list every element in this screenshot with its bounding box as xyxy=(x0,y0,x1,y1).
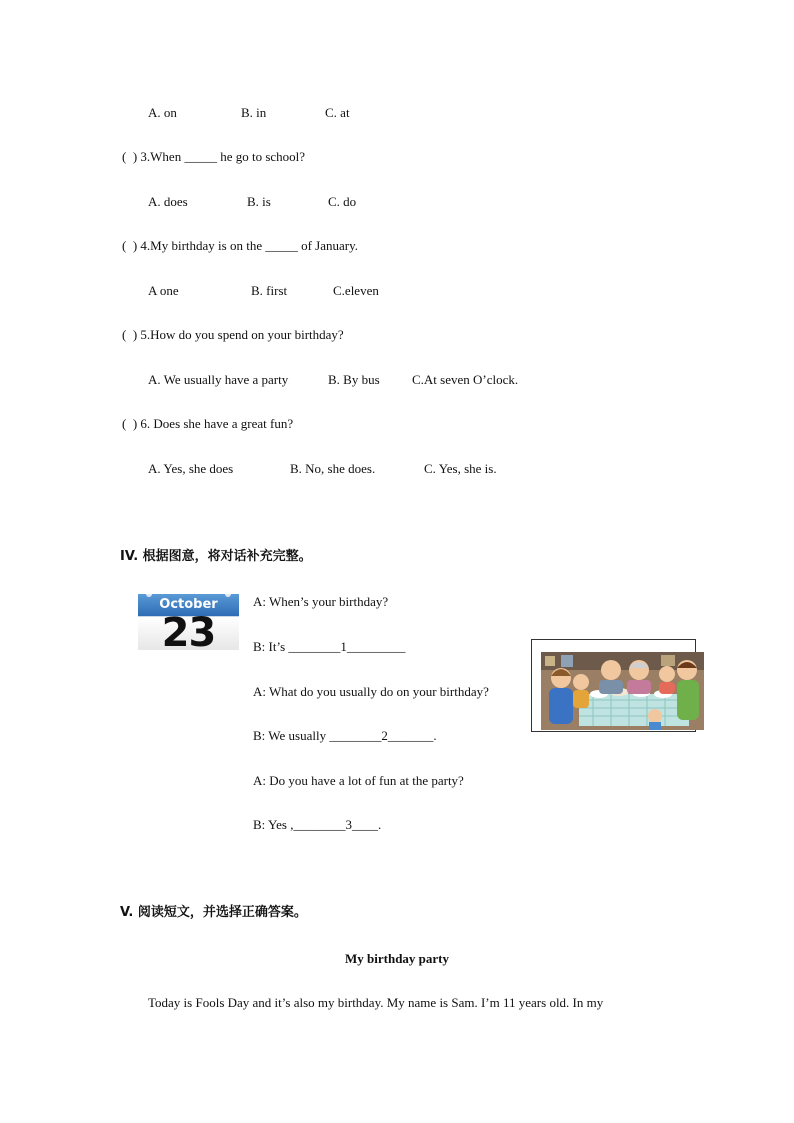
calendar-icon xyxy=(138,594,239,650)
option-a: A. We usually have a party xyxy=(148,372,289,387)
dialogue-line: B: We usually ________2_______. xyxy=(253,728,437,743)
option-b: B. in xyxy=(241,105,267,120)
section-5-heading: V. 阅读短文，并选择正确答案。 xyxy=(120,905,307,920)
family-birthday-party-picture-icon xyxy=(541,652,704,730)
option-c: C. do xyxy=(328,194,357,209)
dialogue-line: B: It’s ________1_________ xyxy=(253,639,406,654)
option-c: C.eleven xyxy=(333,283,379,298)
question-stem: ( ) 6. Does she have a great fun? xyxy=(122,416,294,431)
option-a: A. Yes, she does xyxy=(148,461,234,476)
dialogue-line: A: What do you usually do on your birthday? xyxy=(253,684,489,699)
passage-title: My birthday party xyxy=(345,951,449,966)
dialogue-line: A: When’s your birthday? xyxy=(253,594,389,609)
option-b: B. is xyxy=(247,194,271,209)
dialogue-line: B: Yes ,________3____. xyxy=(253,817,382,832)
option-a: A one xyxy=(148,283,179,298)
option-c: C. Yes, she is. xyxy=(424,461,497,476)
calendar-month: October xyxy=(138,594,239,616)
calendar-day: 23 xyxy=(161,610,216,650)
section-4-heading: IV. 根据图意，将对话补充完整。 xyxy=(120,549,312,564)
option-b: B. By bus xyxy=(328,372,380,387)
question-stem: ( ) 3.When _____ he go to school? xyxy=(122,149,306,164)
passage-paragraph: Today is Fools Day and it’s also my birthday. My name is Sam. I’m 11 years old. In my xyxy=(148,995,604,1010)
question-stem: ( ) 4.My birthday is on the _____ of January. xyxy=(122,238,359,253)
option-c: C.At seven O’clock. xyxy=(412,372,519,387)
option-a: A. does xyxy=(148,194,188,209)
question-stem: ( ) 5.How do you spend on your birthday? xyxy=(122,327,344,342)
dialogue-line: A: Do you have a lot of fun at the party? xyxy=(253,773,464,788)
option-b: B. first xyxy=(251,283,288,298)
option-c: C. at xyxy=(325,105,350,120)
option-b: B. No, she does. xyxy=(290,461,376,476)
option-a: A. on xyxy=(148,105,177,120)
